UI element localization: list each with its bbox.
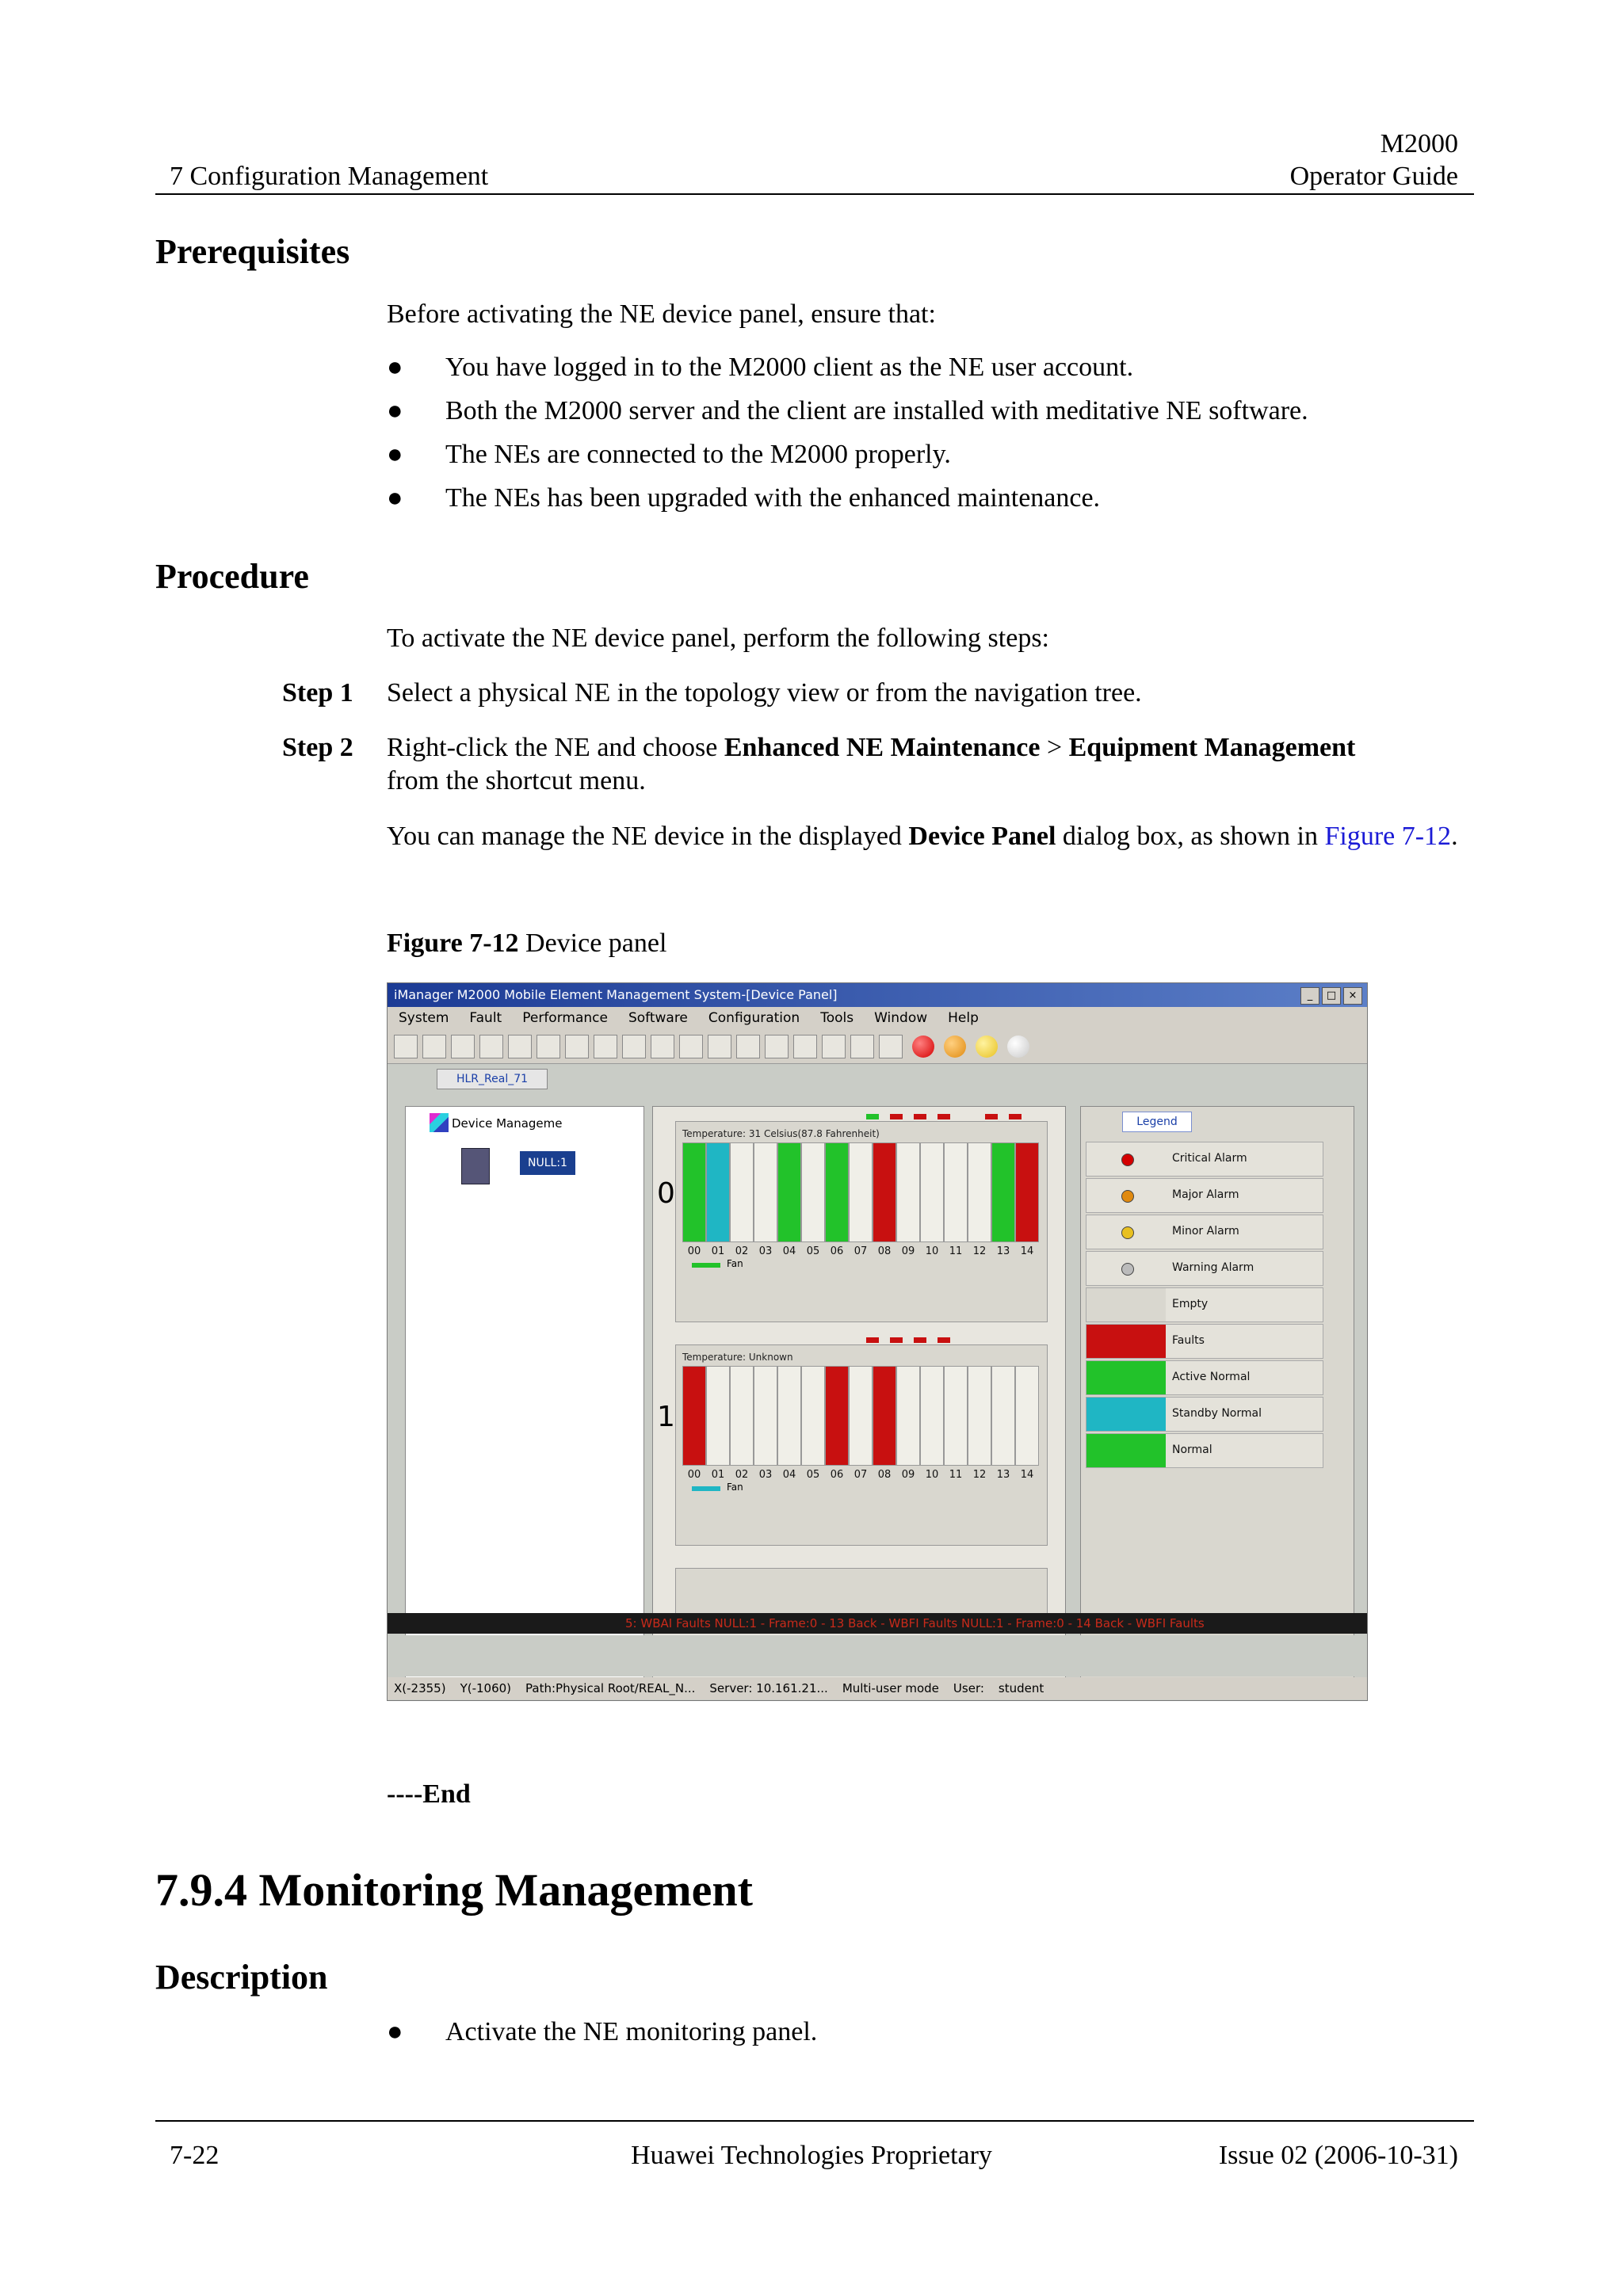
toolbar-button-icon[interactable] bbox=[508, 1035, 532, 1058]
bullet-icon: ● bbox=[387, 483, 403, 513]
rack-0-slot-numbers bbox=[682, 1245, 1039, 1257]
rack-1-leds bbox=[866, 1337, 950, 1343]
bullet-icon: ● bbox=[387, 440, 403, 469]
prereq-text-2: Both the M2000 server and the client are installed with meditative NE software. bbox=[445, 396, 1308, 425]
tab-row bbox=[388, 1064, 1367, 1089]
toolbar-button-icon[interactable] bbox=[451, 1035, 475, 1058]
slot-number: 07 bbox=[854, 1469, 868, 1481]
toolbar bbox=[388, 1029, 1367, 1064]
board-slot[interactable] bbox=[873, 1142, 896, 1242]
legend-normal bbox=[1086, 1433, 1323, 1468]
board-slot[interactable] bbox=[825, 1142, 849, 1242]
slot-number: 06 bbox=[830, 1245, 844, 1257]
slot-number: 07 bbox=[854, 1245, 868, 1257]
menu-performance[interactable]: Performance bbox=[522, 1010, 608, 1026]
slot-number: 02 bbox=[735, 1469, 749, 1481]
menu-fault[interactable]: Fault bbox=[469, 1010, 502, 1026]
header-product: M2000 bbox=[1380, 129, 1458, 158]
tree-node-null1[interactable]: NULL:1 bbox=[520, 1151, 575, 1175]
rack-0-temperature: Temperature: 31 Celsius(87.8 Fahrenheit) bbox=[682, 1128, 880, 1139]
bullet-icon: ● bbox=[387, 396, 403, 425]
device-panel-screenshot bbox=[387, 982, 1368, 1701]
critical-alarm-icon bbox=[1121, 1154, 1134, 1166]
warning-alarm-icon bbox=[1121, 1263, 1134, 1276]
prereq-text-4: The NEs has been upgraded with the enhanced maintenance. bbox=[445, 483, 1101, 513]
board-slot[interactable] bbox=[920, 1366, 944, 1466]
header-rule bbox=[155, 193, 1474, 195]
note-device-panel: Device Panel bbox=[908, 822, 1056, 851]
menu-tools[interactable]: Tools bbox=[820, 1010, 854, 1026]
menu-window[interactable]: Window bbox=[874, 1010, 928, 1026]
menu-equipment-management: Equipment Management bbox=[1068, 733, 1356, 762]
rack-1-fan-icon bbox=[692, 1486, 720, 1491]
status-server: Server: 10.161.21... bbox=[709, 1681, 828, 1695]
legend-label: Warning Alarm bbox=[1172, 1261, 1254, 1274]
window-title: iManager M2000 Mobile Element Management System-[Device Panel] bbox=[394, 987, 838, 1002]
prereq-text-3: The NEs are connected to the M2000 properly. bbox=[445, 440, 951, 469]
status-path: Path:Physical Root/REAL_N... bbox=[525, 1681, 696, 1695]
slot-number: 08 bbox=[877, 1469, 892, 1481]
legend-warning bbox=[1086, 1251, 1323, 1286]
rack-view bbox=[652, 1106, 1066, 1678]
board-slot[interactable] bbox=[682, 1366, 706, 1466]
window-titlebar bbox=[388, 983, 1367, 1007]
procedure-heading: Procedure bbox=[155, 557, 309, 596]
figure-label: Figure 7-12 bbox=[387, 929, 519, 958]
prerequisites-heading: Prerequisites bbox=[155, 232, 350, 271]
legend-empty bbox=[1086, 1287, 1323, 1322]
board-slot[interactable] bbox=[1015, 1142, 1039, 1242]
status-bar bbox=[388, 1677, 1367, 1699]
footer-issue: Issue 02 (2006-10-31) bbox=[1218, 2141, 1458, 2170]
board-slot[interactable] bbox=[730, 1366, 754, 1466]
prereq-text-1: You have logged in to the M2000 client as the NE user account. bbox=[445, 353, 1134, 382]
legend-panel bbox=[1080, 1106, 1354, 1678]
legend-label: Normal bbox=[1172, 1444, 1212, 1456]
rack-2 bbox=[675, 1568, 1048, 1617]
slot-number: 05 bbox=[806, 1245, 820, 1257]
status-mode: Multi-user mode bbox=[842, 1681, 939, 1695]
slot-number: 11 bbox=[949, 1245, 963, 1257]
figure-caption bbox=[387, 929, 666, 959]
slot-number: 14 bbox=[1020, 1469, 1034, 1481]
board-slot[interactable] bbox=[944, 1142, 968, 1242]
toolbar-button-icon[interactable] bbox=[594, 1035, 617, 1058]
board-slot[interactable] bbox=[825, 1366, 849, 1466]
board-slot[interactable] bbox=[801, 1142, 825, 1242]
rack-1-fan-label: Fan bbox=[727, 1482, 743, 1493]
header-guide: Operator Guide bbox=[1289, 162, 1458, 191]
board-slot[interactable] bbox=[1015, 1366, 1039, 1466]
slot-number: 06 bbox=[830, 1469, 844, 1481]
step-2-text bbox=[387, 731, 1465, 798]
toolbar-button-icon[interactable] bbox=[765, 1035, 789, 1058]
footer-proprietary: Huawei Technologies Proprietary bbox=[631, 2141, 992, 2170]
legend-faults bbox=[1086, 1324, 1323, 1359]
tree-root-device-management[interactable]: Device Manageme bbox=[452, 1116, 563, 1131]
description-text-1: Activate the NE monitoring panel. bbox=[445, 2017, 818, 2046]
board-slot[interactable] bbox=[968, 1142, 991, 1242]
rack-1-temperature: Temperature: Unknown bbox=[682, 1352, 793, 1363]
toolbar-button-icon[interactable] bbox=[422, 1035, 446, 1058]
status-y: Y(-1060) bbox=[460, 1681, 512, 1695]
menu-system[interactable]: System bbox=[399, 1010, 449, 1026]
board-slot[interactable] bbox=[991, 1142, 1015, 1242]
close-icon[interactable]: × bbox=[1343, 987, 1362, 1005]
note-end: . bbox=[1451, 822, 1458, 851]
toolbar-button-icon[interactable] bbox=[679, 1035, 703, 1058]
step-2-separator: > bbox=[1040, 733, 1069, 762]
note-pre: You can manage the NE device in the displayed bbox=[387, 822, 909, 851]
legend-major bbox=[1086, 1178, 1323, 1213]
board-slot[interactable] bbox=[777, 1142, 801, 1242]
slot-number: 03 bbox=[758, 1469, 773, 1481]
rack-0-number: 0 bbox=[657, 1177, 675, 1210]
faults-swatch bbox=[1086, 1325, 1166, 1358]
tab-hlr-real[interactable]: HLR_Real_71 bbox=[437, 1069, 548, 1089]
toolbar-button-icon[interactable] bbox=[537, 1035, 560, 1058]
figure-caption-text: Device panel bbox=[525, 929, 667, 958]
board-slot[interactable] bbox=[754, 1142, 777, 1242]
slot-number: 00 bbox=[687, 1469, 701, 1481]
legend-active-normal bbox=[1086, 1360, 1323, 1395]
prerequisites-intro: Before activating the NE device panel, ensure that: bbox=[387, 299, 936, 329]
toolbar-button-icon[interactable] bbox=[736, 1035, 760, 1058]
warning-alarm-icon[interactable] bbox=[1007, 1035, 1029, 1058]
slot-number: 10 bbox=[925, 1245, 939, 1257]
slot-number: 08 bbox=[877, 1245, 892, 1257]
legend-label: Active Normal bbox=[1172, 1371, 1251, 1383]
step-2-label: Step 2 bbox=[282, 733, 353, 762]
board-slot[interactable] bbox=[706, 1366, 730, 1466]
rack-1-number: 1 bbox=[657, 1401, 675, 1433]
toolbar-button-icon[interactable] bbox=[651, 1035, 674, 1058]
board-slot[interactable] bbox=[944, 1366, 968, 1466]
ne-server-icon bbox=[461, 1148, 490, 1184]
step-2-pre: Right-click the NE and choose bbox=[387, 733, 724, 762]
board-slot[interactable] bbox=[682, 1142, 706, 1242]
board-slot[interactable] bbox=[849, 1142, 873, 1242]
header-chapter: 7 Configuration Management bbox=[170, 162, 489, 191]
slot-number: 02 bbox=[735, 1245, 749, 1257]
board-slot[interactable] bbox=[706, 1142, 730, 1242]
toolbar-button-icon[interactable] bbox=[822, 1035, 846, 1058]
slot-number: 12 bbox=[972, 1245, 987, 1257]
menu-help[interactable]: Help bbox=[948, 1010, 979, 1026]
bullet-icon: ● bbox=[387, 2017, 403, 2046]
slot-number: 09 bbox=[901, 1245, 915, 1257]
legend-minor bbox=[1086, 1215, 1323, 1249]
step-1-text: Select a physical NE in the topology view or from the navigation tree. bbox=[387, 678, 1142, 707]
rack-0-leds-right bbox=[985, 1114, 1022, 1119]
procedure-note bbox=[387, 820, 1465, 853]
board-slot[interactable] bbox=[920, 1142, 944, 1242]
device-management-icon bbox=[430, 1113, 449, 1132]
slot-number: 14 bbox=[1020, 1245, 1034, 1257]
legend-label: Major Alarm bbox=[1172, 1188, 1239, 1201]
board-slot[interactable] bbox=[968, 1366, 991, 1466]
toolbar-button-icon[interactable] bbox=[622, 1035, 646, 1058]
board-slot[interactable] bbox=[991, 1366, 1015, 1466]
rack-0-fan-icon bbox=[692, 1263, 720, 1268]
minor-alarm-icon[interactable] bbox=[976, 1035, 998, 1058]
board-slot[interactable] bbox=[896, 1142, 920, 1242]
rack-0-leds bbox=[866, 1114, 950, 1119]
step-2-post: from the shortcut menu. bbox=[387, 766, 646, 795]
section-title: 7.9.4 Monitoring Management bbox=[155, 1864, 753, 1916]
slot-number: 01 bbox=[711, 1469, 725, 1481]
slot-number: 04 bbox=[782, 1469, 796, 1481]
end-marker: ----End bbox=[387, 1779, 471, 1809]
toolbar-button-icon[interactable] bbox=[850, 1035, 874, 1058]
slot-number: 05 bbox=[806, 1469, 820, 1481]
rack-0-slots bbox=[682, 1142, 1039, 1242]
horizontal-scrollbar[interactable] bbox=[388, 1635, 1367, 1676]
legend-standby-normal bbox=[1086, 1397, 1323, 1432]
footer-rule bbox=[155, 2120, 1474, 2122]
toolbar-button-icon[interactable] bbox=[565, 1035, 589, 1058]
legend-label: Faults bbox=[1172, 1334, 1205, 1347]
note-mid: dialog box, as shown in bbox=[1056, 822, 1325, 851]
rack-1-slots bbox=[682, 1366, 1039, 1466]
board-slot[interactable] bbox=[896, 1366, 920, 1466]
procedure-intro: To activate the NE device panel, perform the following steps: bbox=[387, 624, 1050, 653]
menu-bar bbox=[388, 1007, 1367, 1029]
slot-number: 11 bbox=[949, 1469, 963, 1481]
legend-label: Minor Alarm bbox=[1172, 1225, 1239, 1238]
menu-software[interactable]: Software bbox=[628, 1010, 688, 1026]
rack-0 bbox=[657, 1121, 1048, 1322]
alarm-ticker-text: 5: WBAI Faults NULL:1 - Frame:0 - 13 Back - WBFI Faults NULL:1 - Frame:0 - 14 Back - WBFI Faults bbox=[625, 1616, 1205, 1630]
slot-number: 04 bbox=[782, 1245, 796, 1257]
status-x: X(-2355) bbox=[394, 1681, 446, 1695]
navigation-tree bbox=[405, 1106, 644, 1678]
major-alarm-icon[interactable] bbox=[944, 1035, 966, 1058]
status-user-label: User: bbox=[953, 1681, 984, 1695]
toolbar-button-icon[interactable] bbox=[793, 1035, 817, 1058]
empty-swatch bbox=[1086, 1288, 1166, 1322]
toolbar-button-icon[interactable] bbox=[394, 1035, 418, 1058]
legend-critical bbox=[1086, 1142, 1323, 1177]
legend-label: Standby Normal bbox=[1172, 1407, 1262, 1420]
critical-alarm-icon[interactable] bbox=[912, 1035, 934, 1058]
footer-page-number: 7-22 bbox=[170, 2141, 220, 2170]
slot-number: 10 bbox=[925, 1469, 939, 1481]
board-slot[interactable] bbox=[801, 1366, 825, 1466]
toolbar-button-icon[interactable] bbox=[879, 1035, 903, 1058]
normal-swatch bbox=[1086, 1434, 1166, 1467]
legend-tab[interactable]: Legend bbox=[1122, 1112, 1192, 1132]
window-controls bbox=[1300, 987, 1362, 1005]
active-normal-swatch bbox=[1086, 1361, 1166, 1394]
slot-number: 13 bbox=[996, 1245, 1010, 1257]
rack-0-fan-label: Fan bbox=[727, 1258, 743, 1269]
figure-link[interactable]: Figure 7-12 bbox=[1324, 822, 1452, 851]
toolbar-button-icon[interactable] bbox=[708, 1035, 731, 1058]
major-alarm-icon bbox=[1121, 1190, 1134, 1203]
description-heading: Description bbox=[155, 1958, 328, 1997]
slot-number: 01 bbox=[711, 1245, 725, 1257]
slot-number: 12 bbox=[972, 1469, 987, 1481]
status-user: student bbox=[998, 1681, 1044, 1695]
legend-label: Empty bbox=[1172, 1298, 1209, 1310]
step-1-label: Step 1 bbox=[282, 678, 353, 707]
legend-label: Critical Alarm bbox=[1172, 1152, 1247, 1165]
standby-normal-swatch bbox=[1086, 1398, 1166, 1431]
menu-configuration[interactable]: Configuration bbox=[708, 1010, 800, 1026]
alarm-ticker-bar bbox=[388, 1613, 1367, 1634]
board-slot[interactable] bbox=[730, 1142, 754, 1242]
toolbar-button-icon[interactable] bbox=[479, 1035, 503, 1058]
board-slot[interactable] bbox=[754, 1366, 777, 1466]
slot-number: 03 bbox=[758, 1245, 773, 1257]
minimize-icon[interactable]: _ bbox=[1300, 987, 1319, 1005]
board-slot[interactable] bbox=[777, 1366, 801, 1466]
bullet-icon: ● bbox=[387, 353, 403, 382]
slot-number: 00 bbox=[687, 1245, 701, 1257]
rack-1-slot-numbers bbox=[682, 1469, 1039, 1481]
maximize-icon[interactable]: □ bbox=[1322, 987, 1341, 1005]
rack-1 bbox=[657, 1344, 1048, 1546]
slot-number: 13 bbox=[996, 1469, 1010, 1481]
minor-alarm-icon bbox=[1121, 1226, 1134, 1239]
board-slot[interactable] bbox=[849, 1366, 873, 1466]
board-slot[interactable] bbox=[873, 1366, 896, 1466]
slot-number: 09 bbox=[901, 1469, 915, 1481]
menu-enhanced-ne-maintenance: Enhanced NE Maintenance bbox=[724, 733, 1041, 762]
